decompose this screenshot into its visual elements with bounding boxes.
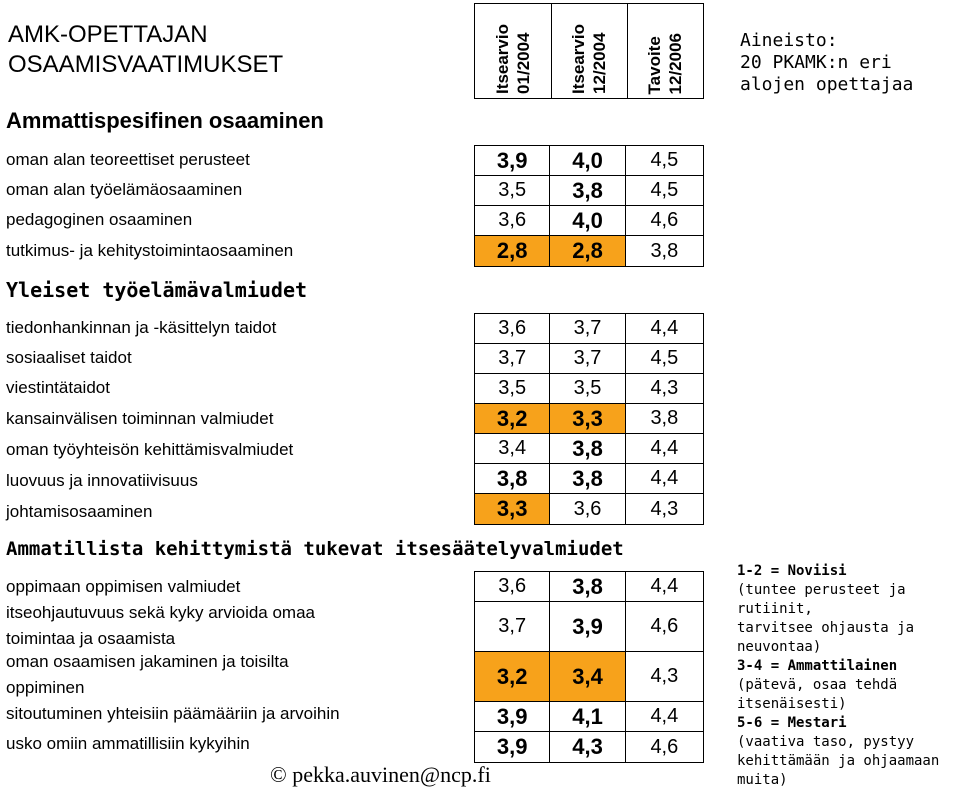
cell: 4,4	[650, 575, 679, 597]
cell: 4,4	[650, 705, 679, 727]
legend-line: (vaativa taso, pystyy	[737, 734, 915, 750]
cell: 4,3	[650, 377, 679, 399]
cell: 3,6	[550, 494, 625, 524]
cell: 4,4	[650, 317, 679, 339]
table-section-3	[474, 571, 704, 763]
cell: 3,8	[650, 239, 679, 262]
cell: 3,7	[475, 602, 550, 651]
column-header-1	[475, 4, 552, 98]
cell: 4,3	[550, 732, 625, 762]
cell: 4,5	[650, 179, 679, 201]
cell-highlighted: 2,8	[475, 236, 550, 266]
cell-highlighted: 2,8	[550, 236, 625, 266]
source-note-line-3: alojen opettajaa	[740, 74, 914, 95]
cell-highlighted: 3,3	[550, 404, 625, 433]
table-section-2	[474, 313, 704, 525]
legend-line: (tuntee perusteet ja rutiinit,	[737, 582, 906, 617]
cell-highlighted: 3,3	[475, 494, 550, 524]
table-row	[475, 344, 703, 374]
cell-highlighted: 3,2	[475, 652, 550, 701]
cell: 3,8	[550, 176, 625, 205]
row-label: sitoutuminen yhteisiin päämääriin ja arvoihin	[6, 704, 340, 723]
title-line-2: OSAAMISVAATIMUKSET	[8, 51, 284, 78]
table-row	[475, 146, 703, 176]
table-row	[475, 404, 703, 434]
table-row	[475, 572, 703, 602]
row-label: pedagoginen osaaminen	[6, 210, 193, 229]
cell: 3,8	[475, 464, 550, 493]
legend-head-3: 5-6 = Mestari	[737, 715, 847, 731]
cell-highlighted: 3,2	[475, 404, 550, 433]
cell: 3,8	[550, 464, 625, 493]
cell: 4,6	[650, 735, 679, 758]
row-label	[6, 603, 315, 649]
row-label: luovuus ja innovatiivisuus	[6, 471, 198, 490]
source-note-line-2: 20 PKAMK:n eri	[740, 52, 892, 73]
table-row	[475, 702, 703, 732]
table-row	[475, 434, 703, 464]
cell: 4,3	[650, 665, 679, 687]
cell: 3,5	[475, 176, 550, 205]
row-label: usko omiin ammatillisiin kykyihin	[6, 734, 250, 753]
cell: 3,8	[650, 407, 679, 429]
source-note-line-1: Aineisto:	[740, 30, 838, 51]
cell: 4,0	[550, 206, 625, 235]
cell: 4,0	[550, 146, 625, 175]
row-label: oman alan työelämäosaaminen	[6, 180, 243, 199]
row-label: sosiaaliset taidot	[6, 348, 132, 367]
cell: 3,7	[550, 314, 625, 343]
cell: 3,9	[475, 702, 550, 731]
cell: 3,4	[475, 434, 550, 463]
column-header-2	[551, 4, 628, 98]
table-row	[475, 314, 703, 344]
table-row	[475, 206, 703, 236]
column-header-1-line-2: 01/2004	[514, 32, 533, 94]
cell: 3,9	[475, 732, 550, 762]
table-row	[475, 494, 703, 524]
legend-line: kehittämään ja ohjaamaan	[737, 753, 940, 769]
cell: 3,7	[550, 344, 625, 373]
section-title-2: Yleiset työelämävalmiudet	[6, 278, 308, 302]
cell: 3,7	[475, 344, 550, 373]
cell: 4,5	[650, 347, 679, 369]
cell: 4,5	[650, 149, 679, 171]
section-title-3: Ammatillista kehittymistä tukevat itsesäätelyvalmiudet	[6, 538, 624, 560]
table-row	[475, 464, 703, 494]
row-label: johtamisosaaminen	[6, 502, 153, 521]
source-note	[740, 30, 913, 96]
table-row	[475, 374, 703, 404]
table-row	[475, 602, 703, 652]
section-title-1: Ammattispesifinen osaaminen	[6, 108, 324, 133]
page-title	[8, 20, 283, 80]
table-row	[475, 176, 703, 206]
column-header-2-line-1: Itsearvio	[569, 24, 588, 94]
cell: 4,6	[650, 615, 679, 637]
legend-line: muita)	[737, 772, 788, 788]
cell: 4,6	[650, 209, 679, 231]
column-headers	[474, 3, 704, 99]
legend-line: tarvitsee ohjausta ja	[737, 620, 915, 636]
cell: 3,5	[475, 374, 550, 403]
row-label: tiedonhankinnan ja -käsittelyn taidot	[6, 318, 277, 337]
row-label-line-1: oman osaamisen jakaminen ja toisilta	[6, 652, 289, 671]
table-row	[475, 732, 703, 762]
row-label: oman alan teoreettiset perusteet	[6, 150, 250, 169]
row-label-line-2: toimintaa ja osaamista	[6, 629, 176, 648]
cell: 3,6	[475, 314, 550, 343]
column-header-2-line-2: 12/2004	[590, 32, 609, 94]
table-section-1	[474, 145, 704, 267]
row-label: oman työyhteisön kehittämisvalmiudet	[6, 440, 294, 459]
cell: 3,8	[550, 434, 625, 463]
legend-line: neuvontaa)	[737, 639, 822, 655]
row-label-line-1: itseohjautuvuus sekä kyky arvioida omaa	[6, 603, 315, 622]
row-label: oppimaan oppimisen valmiudet	[6, 577, 241, 596]
row-label: tutkimus- ja kehitystoimintaosaaminen	[6, 241, 294, 260]
scale-legend	[737, 562, 959, 790]
cell: 3,5	[550, 374, 625, 403]
table-row	[475, 236, 703, 266]
cell: 4,1	[550, 702, 625, 731]
row-label: kansainvälisen toiminnan valmiudet	[6, 409, 274, 428]
cell: 3,9	[475, 146, 550, 175]
row-label: viestintätaidot	[6, 378, 110, 397]
legend-line: (pätevä, osaa tehdä	[737, 677, 898, 693]
cell: 4,3	[650, 497, 679, 520]
column-header-3-line-2: 12/2006	[666, 32, 685, 94]
cell: 3,6	[475, 572, 550, 601]
legend-head-2: 3-4 = Ammattilainen	[737, 658, 898, 674]
cell: 4,4	[650, 437, 679, 459]
legend-line: itsenäisesti)	[737, 696, 847, 712]
cell-highlighted: 3,4	[550, 652, 625, 701]
cell: 3,9	[550, 602, 625, 651]
column-header-3	[627, 4, 703, 98]
cell: 3,8	[550, 572, 625, 601]
cell: 3,6	[475, 206, 550, 235]
column-header-1-line-1: Itsearvio	[493, 24, 512, 94]
row-label-line-2: oppiminen	[6, 678, 85, 697]
row-label	[6, 652, 289, 698]
cell: 4,4	[650, 467, 679, 489]
legend-head-1: 1-2 = Noviisi	[737, 563, 847, 579]
title-line-1: AMK-OPETTAJAN	[8, 21, 208, 48]
table-row	[475, 652, 703, 702]
copyright-footer: © pekka.auvinen@ncp.fi	[270, 762, 491, 787]
column-header-3-line-1: Tavoite	[645, 35, 664, 94]
